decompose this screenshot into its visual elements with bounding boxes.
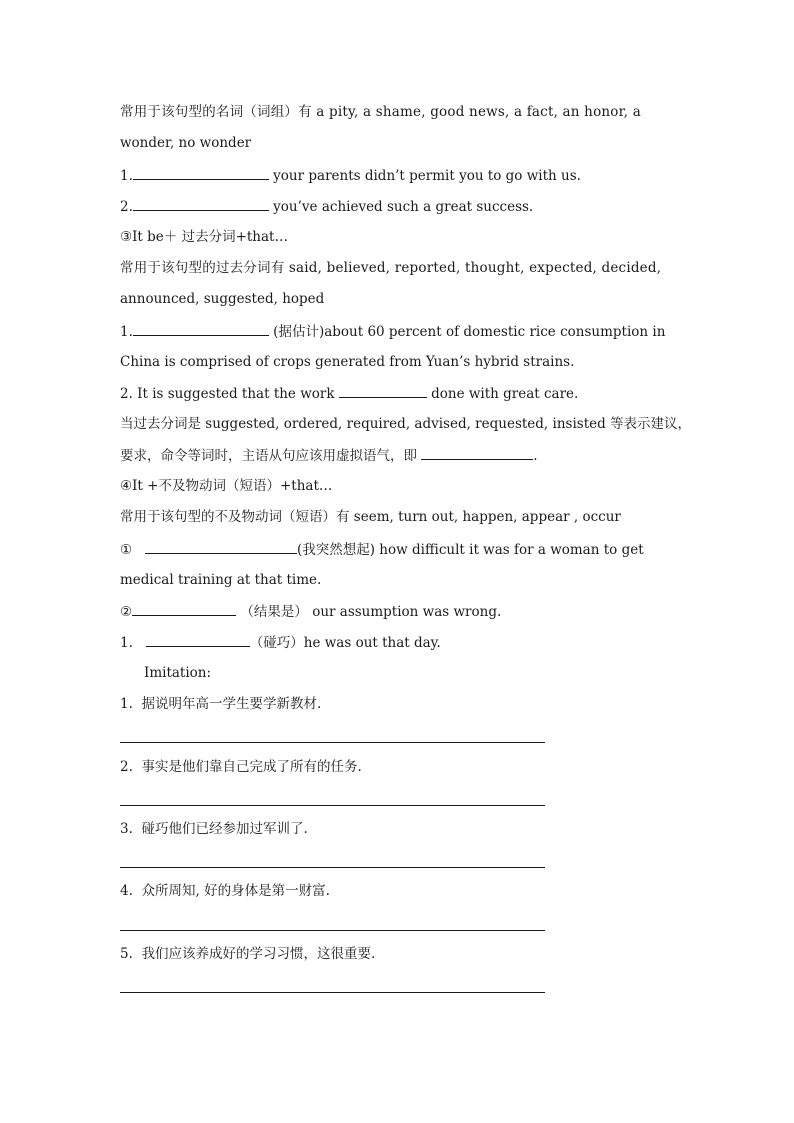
intransitive-question-2 (120, 602, 680, 621)
note-text: 要求，命令等词时，主语从句应该用虚拟语气，即 (120, 448, 422, 464)
question-number: 2. (120, 199, 133, 215)
question-text: your parents didn’t permit you to go with us. (268, 168, 581, 184)
imitation-item-2 (120, 758, 680, 776)
imitation-item-1 (120, 695, 680, 713)
intransitive-question-1-cont: medical training at that time. (120, 572, 322, 588)
question-number: 1. (120, 635, 133, 651)
past-participle-intro-line2: announced, suggested, hoped (120, 291, 325, 307)
item-number: 2. (120, 759, 133, 775)
past-participle-question-1 (120, 322, 680, 341)
question-text: （碰巧）he was out that day. (249, 635, 441, 651)
question-text: （结果是） our assumption was wrong. (240, 604, 502, 620)
nouns-intro-line2: wonder, no wonder (120, 135, 252, 151)
item-text: 事实是他们靠自己完成了所有的任务. (141, 759, 362, 775)
question-text-before: 2. It is suggested that the work (120, 386, 339, 402)
question-number: ② (120, 604, 133, 620)
imitation-title: Imitation: (144, 665, 212, 681)
intransitive-question-3 (120, 633, 680, 652)
answer-line[interactable] (120, 930, 545, 931)
past-participle-question-1-cont: China is comprised of crops generated from Yuan’s hybrid strains. (120, 354, 575, 370)
question-number: 1. (120, 324, 133, 340)
past-participle-intro-line1: 常用于该句型的过去分词有 said, believed, reported, thought, expected, decided, (120, 260, 662, 276)
item-number: 3. (120, 821, 133, 837)
question-text: (我突然想起) how difficult it was for a woman to get (296, 542, 644, 558)
nouns-question-1 (120, 166, 680, 185)
answer-line[interactable] (120, 992, 545, 993)
item-text: 众所周知, 好的身体是第一财富. (141, 883, 330, 899)
imitation-item-4 (120, 882, 680, 900)
past-participle-note-line2 (120, 446, 680, 465)
note-period: . (533, 448, 538, 464)
item-number: 5. (120, 946, 133, 962)
item-number: 4. (120, 883, 133, 899)
nouns-intro-line1: 常用于该句型的名词（词组）有 a pity, a shame, good news, a fact, an honor, a (120, 104, 642, 120)
answer-line[interactable] (120, 742, 545, 743)
item-text: 据说明年高一学生要学新教材. (141, 696, 322, 712)
answer-blank[interactable] (421, 446, 533, 460)
imitation-item-5 (120, 945, 680, 963)
intransitive-question-1 (120, 540, 680, 559)
question-number: 1. (120, 168, 133, 184)
answer-line[interactable] (120, 805, 545, 806)
question-text: you’ve achieved such a great success. (268, 199, 534, 215)
item-number: 1. (120, 696, 133, 712)
past-participle-heading: ③It be＋ 过去分词+that… (120, 229, 288, 245)
answer-blank[interactable] (146, 633, 250, 647)
answer-blank[interactable] (339, 384, 427, 398)
answer-blank[interactable] (132, 602, 236, 616)
past-participle-question-2 (120, 384, 680, 403)
answer-blank[interactable] (133, 322, 269, 336)
answer-line[interactable] (120, 867, 545, 868)
imitation-item-3 (120, 820, 680, 838)
intransitive-intro-line1: 常用于该句型的不及物动词（短语）有 seem, turn out, happen, appear , occur (120, 509, 621, 525)
intransitive-heading: ④It +不及物动词（短语）+that… (120, 478, 333, 494)
item-text: 我们应该养成好的学习习惯，这很重要. (141, 946, 376, 962)
nouns-question-2 (120, 197, 680, 216)
answer-blank[interactable] (145, 540, 297, 554)
item-text: 碰巧他们已经参加过军训了. (141, 821, 308, 837)
past-participle-note-line1: 当过去分词是 suggested, ordered, required, advised, requested, insisted 等表示建议， (120, 416, 692, 432)
question-number: ① (120, 542, 133, 558)
question-text: (据估计)about 60 percent of domestic rice consumption in (268, 324, 666, 340)
answer-blank[interactable] (133, 166, 269, 180)
question-text-after: done with great care. (426, 386, 579, 402)
answer-blank[interactable] (133, 197, 269, 211)
